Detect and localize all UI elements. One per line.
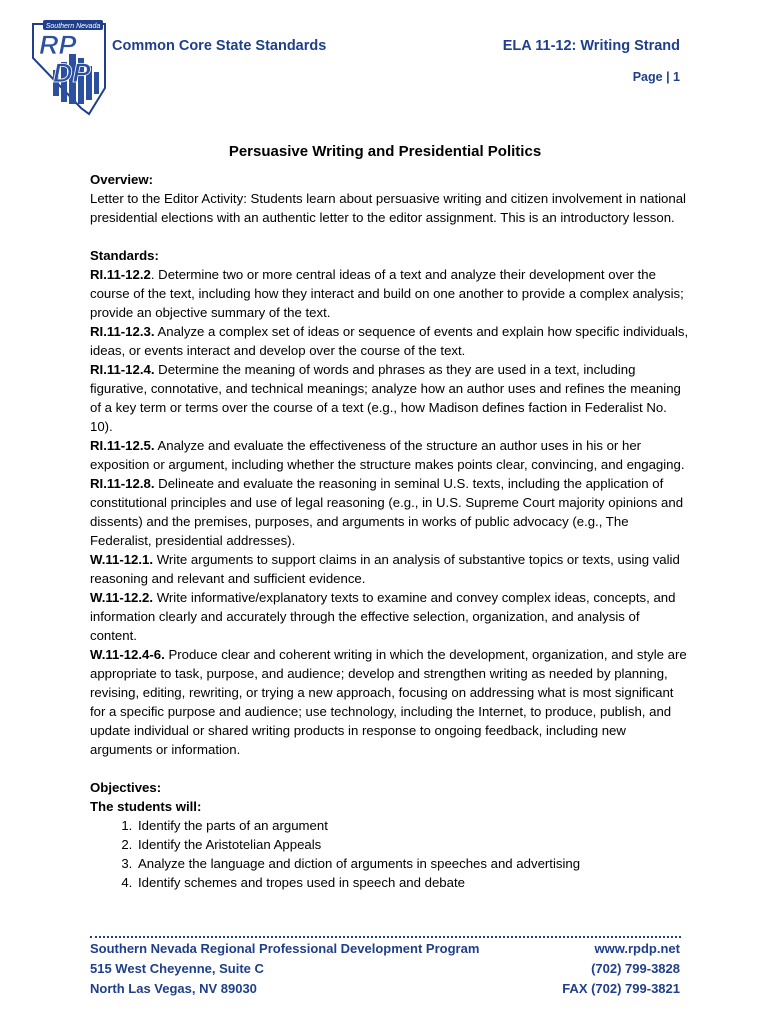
- footer-address-line2: North Las Vegas, NV 89030: [90, 981, 257, 996]
- standard-code: W.11-12.1.: [90, 552, 154, 567]
- list-item: 3. Analyze the language and diction of arguments in speeches and advertising: [136, 854, 690, 873]
- footer-org: Southern Nevada Regional Professional Development Program: [90, 941, 480, 956]
- footer-website: www.rpdp.net: [594, 941, 680, 956]
- standard-code: W.11-12.2.: [90, 590, 154, 605]
- standard-code: RI.11-12.4.: [90, 362, 155, 377]
- standard-text: Write arguments to support claims in an analysis of substantive topics or texts, using valid reasoning and relevant and sufficient evidence.: [90, 552, 680, 586]
- standard-text: Produce clear and coherent writing in which the development, organization, and style are appropriate to task, purpose, and audience; develop and strengthen writing as needed by planning, revising, editing, rewriting, or trying a new approach, focusing on addressing what is most significant for a specific purpose and audience; use technology, including the Internet, to produce, publish, and update individual or shared writing products in response to ongoing feedback, including new arguments or information.: [90, 647, 687, 757]
- list-item: 4. Identify schemes and tropes used in speech and debate: [136, 873, 690, 892]
- standard-text: Analyze and evaluate the effectiveness of the structure an author uses in his or her exposition or argument, including whether the structure makes points clear, convincing, and engaging.: [90, 438, 685, 472]
- standard-text: . Determine two or more central ideas of a text and analyze their development over the course of the text, including how they interact and build on one another to provide a complex analysis; provide an objective summary of the text.: [90, 267, 684, 320]
- logo-letters-top: RP: [39, 30, 77, 60]
- standard-text: Analyze a complex set of ideas or sequence of events and explain how specific individuals, ideas, or events interact and develop over the course of the text.: [90, 324, 689, 358]
- footer-fax: FAX (702) 799-3821: [562, 981, 680, 996]
- logo-letters-bottom: DP: [53, 58, 91, 88]
- standard-item: [90, 550, 690, 588]
- rpdp-logo: [31, 18, 107, 116]
- document-title: Persuasive Writing and Presidential Politics: [228, 143, 542, 160]
- objectives-heading: Objectives:: [90, 780, 162, 795]
- header-right-title: ELA 11-12: Writing Strand: [502, 38, 680, 54]
- standard-code: RI.11-12.8.: [90, 476, 155, 491]
- standard-text: Determine the meaning of words and phrases as they are used in a text, including figurative, connotative, and technical meanings; analyze how an author uses and refines the meaning of a key term or terms over the course of a text (e.g., how Madison defines faction in Federalist No. 10).: [90, 362, 681, 434]
- standard-code: W.11-12.4-6.: [90, 647, 165, 662]
- footer-contact-block: [562, 939, 680, 999]
- footer-divider: [90, 936, 681, 938]
- standard-code: RI.11-12.2: [90, 267, 151, 282]
- standard-code: RI.11-12.5.: [90, 438, 155, 453]
- standard-item: [90, 436, 690, 474]
- list-item: 2. Identify the Aristotelian Appeals: [136, 835, 690, 854]
- standard-item: [90, 474, 690, 550]
- logo-top-text: Southern Nevada: [45, 23, 101, 30]
- standard-code: RI.11-12.3.: [90, 324, 155, 339]
- standard-item: [90, 360, 690, 436]
- page-number: Page | 1: [632, 70, 680, 84]
- objectives-subheading: The students will:: [90, 799, 202, 814]
- standards-heading: Standards:: [90, 248, 159, 263]
- standard-text: Write informative/explanatory texts to examine and convey complex ideas, concepts, and information clearly and accurately through the effective selection, organization, and analysis of content.: [90, 590, 676, 643]
- objectives-list: [90, 816, 690, 892]
- standard-item: [90, 645, 690, 759]
- footer-address-block: [90, 939, 479, 999]
- standard-item: [90, 588, 690, 645]
- header-left-title: Common Core State Standards: [112, 38, 327, 54]
- footer-address-line1: 515 West Cheyenne, Suite C: [90, 961, 264, 976]
- overview-text: Letter to the Editor Activity: Students learn about persuasive writing and citizen involvement in national presidential elections with an authentic letter to the editor assignment. This is an introductory lesson.: [90, 191, 686, 225]
- standard-item: [90, 265, 690, 322]
- standard-item: [90, 322, 690, 360]
- document-body: [90, 170, 690, 892]
- standard-text: Delineate and evaluate the reasoning in seminal U.S. texts, including the application of constitutional principles and use of legal reasoning (e.g., in U.S. Supreme Court majority opinions and dissents) and the premises, purposes, and arguments in works of public advocacy (e.g., The Federalist, presidential addresses).: [90, 476, 684, 548]
- footer-phone: (702) 799-3828: [591, 961, 680, 976]
- overview-heading: Overview:: [90, 172, 154, 187]
- list-item: 1. Identify the parts of an argument: [136, 816, 690, 835]
